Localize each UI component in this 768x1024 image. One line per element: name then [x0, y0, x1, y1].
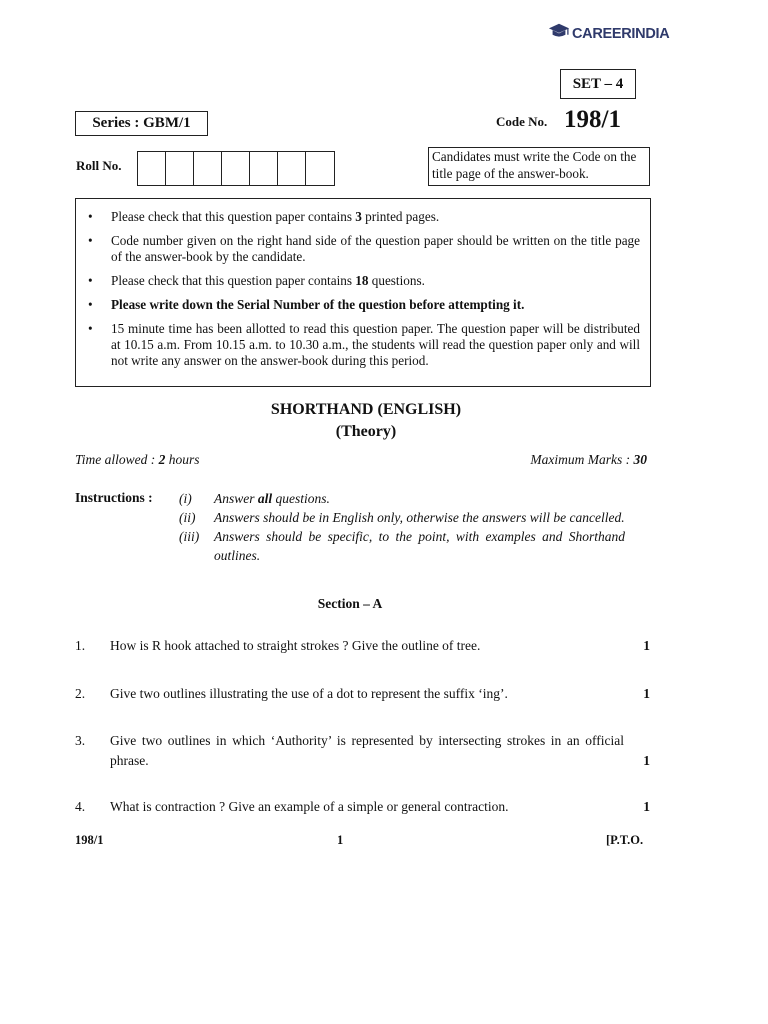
time-allowed [75, 452, 200, 468]
graduation-cap-icon [548, 21, 572, 48]
series-box: Series : GBM/1 [75, 111, 208, 136]
subject-subtitle: (Theory) [335, 423, 397, 440]
code-value: 198/1 [564, 106, 621, 133]
notice-item [86, 297, 640, 313]
notice-text: 15 minute time has been allotted to read this question paper. The question paper will be distributed at 10.15 a.m. From 10.15 a.m. to 10.30 a.m., the students will read the question paper only and will not write any answer on the answer-book during this period. [111, 321, 640, 368]
notice-item [86, 321, 640, 369]
roll-number-cell[interactable] [166, 152, 194, 185]
footer-code: 198/1 [75, 833, 104, 847]
notice-list [86, 209, 640, 369]
time-value: 2 [158, 452, 166, 467]
instruction-item [179, 527, 625, 565]
question-number: 4. [75, 799, 86, 814]
question-number: 2. [75, 686, 86, 701]
logo-text: CAREERINDIA [572, 26, 670, 42]
question-marks: 1 [643, 799, 650, 814]
section-heading: Section – A [317, 596, 383, 611]
subject-title: SHORTHAND (ENGLISH) [270, 401, 462, 418]
notice-text: questions. [368, 273, 425, 288]
roll-number-cell[interactable] [222, 152, 250, 185]
question-text: What is contraction ? Give an example of a simple or general contraction. [110, 799, 509, 814]
question-number: 3. [75, 733, 86, 748]
bullet-icon: • [88, 273, 93, 288]
instructions-label: Instructions : [75, 490, 153, 505]
question-marks: 1 [643, 638, 650, 653]
instruction-text [214, 489, 625, 508]
roll-number-cell[interactable] [138, 152, 166, 185]
roll-number-boxes[interactable] [137, 151, 335, 186]
marks-label: Maximum Marks : [530, 452, 634, 467]
notice-item [86, 273, 640, 289]
instruction-item [179, 508, 625, 527]
bullet-icon: • [88, 233, 93, 248]
instruction-text-part: Answers should be specific, to the point, with examples and Shorthand outlines. [214, 529, 625, 563]
roll-number-label: Roll No. [76, 158, 122, 173]
question-item [75, 797, 652, 817]
bullet-icon: • [88, 297, 93, 312]
question-marks: 1 [643, 686, 650, 701]
question-item [75, 684, 652, 704]
instructions-notice-box [75, 198, 651, 387]
instruction-item [179, 489, 625, 508]
time-unit: hours [165, 452, 200, 467]
notice-bold: 18 [355, 273, 369, 288]
bullet-icon: • [88, 209, 93, 224]
notice-bold: 3 [355, 209, 362, 224]
question-marks: 1 [643, 753, 650, 768]
instruction-text-part: Answers should be in English only, otherwise the answers will be cancelled. [214, 510, 625, 525]
question-item [75, 636, 652, 656]
roll-number-cell[interactable] [250, 152, 278, 185]
question-text: Give two outlines illustrating the use of a dot to represent the suffix ‘ing’. [110, 686, 508, 701]
careerindia-logo [548, 20, 670, 48]
time-label: Time allowed : [75, 452, 159, 467]
notice-text: Please check that this question paper contains [111, 209, 356, 224]
maximum-marks [530, 452, 647, 468]
notice-item [86, 233, 640, 265]
instruction-text [214, 508, 625, 527]
question-item [75, 731, 652, 771]
notice-text: Please check that this question paper contains [111, 273, 356, 288]
roll-number-cell[interactable] [278, 152, 306, 185]
marks-value: 30 [633, 452, 647, 467]
question-text: Give two outlines in which ‘Authority’ is represented by intersecting strokes in an official phrase. [110, 733, 624, 768]
question-number: 1. [75, 638, 86, 653]
set-number-box: SET – 4 [560, 69, 636, 99]
instruction-text-part: questions. [272, 491, 330, 506]
instruction-number: (iii) [179, 529, 200, 544]
notice-item [86, 209, 640, 225]
notice-text: printed pages. [361, 209, 440, 224]
instruction-number: (ii) [179, 510, 196, 525]
instruction-number: (i) [179, 491, 192, 506]
candidates-note-box: Candidates must write the Code on the title page of the answer-book. [428, 147, 650, 186]
roll-number-cell[interactable] [306, 152, 334, 185]
code-label: Code No. [496, 114, 548, 129]
instructions-list [179, 489, 625, 565]
instruction-text-part: Answer [214, 491, 258, 506]
instruction-bold: all [257, 491, 273, 506]
instruction-text [214, 527, 625, 565]
pto-label: [P.T.O. [606, 833, 644, 847]
notice-text: Code number given on the right hand side of the question paper should be written on the title page of the answer-book by the candidate. [111, 233, 640, 264]
notice-bold: Please write down the Serial Number of the question before attempting it. [111, 297, 525, 312]
question-text: How is R hook attached to straight strokes ? Give the outline of tree. [110, 638, 481, 653]
page-number: 1 [337, 833, 344, 847]
bullet-icon: • [88, 321, 93, 336]
roll-number-cell[interactable] [194, 152, 222, 185]
